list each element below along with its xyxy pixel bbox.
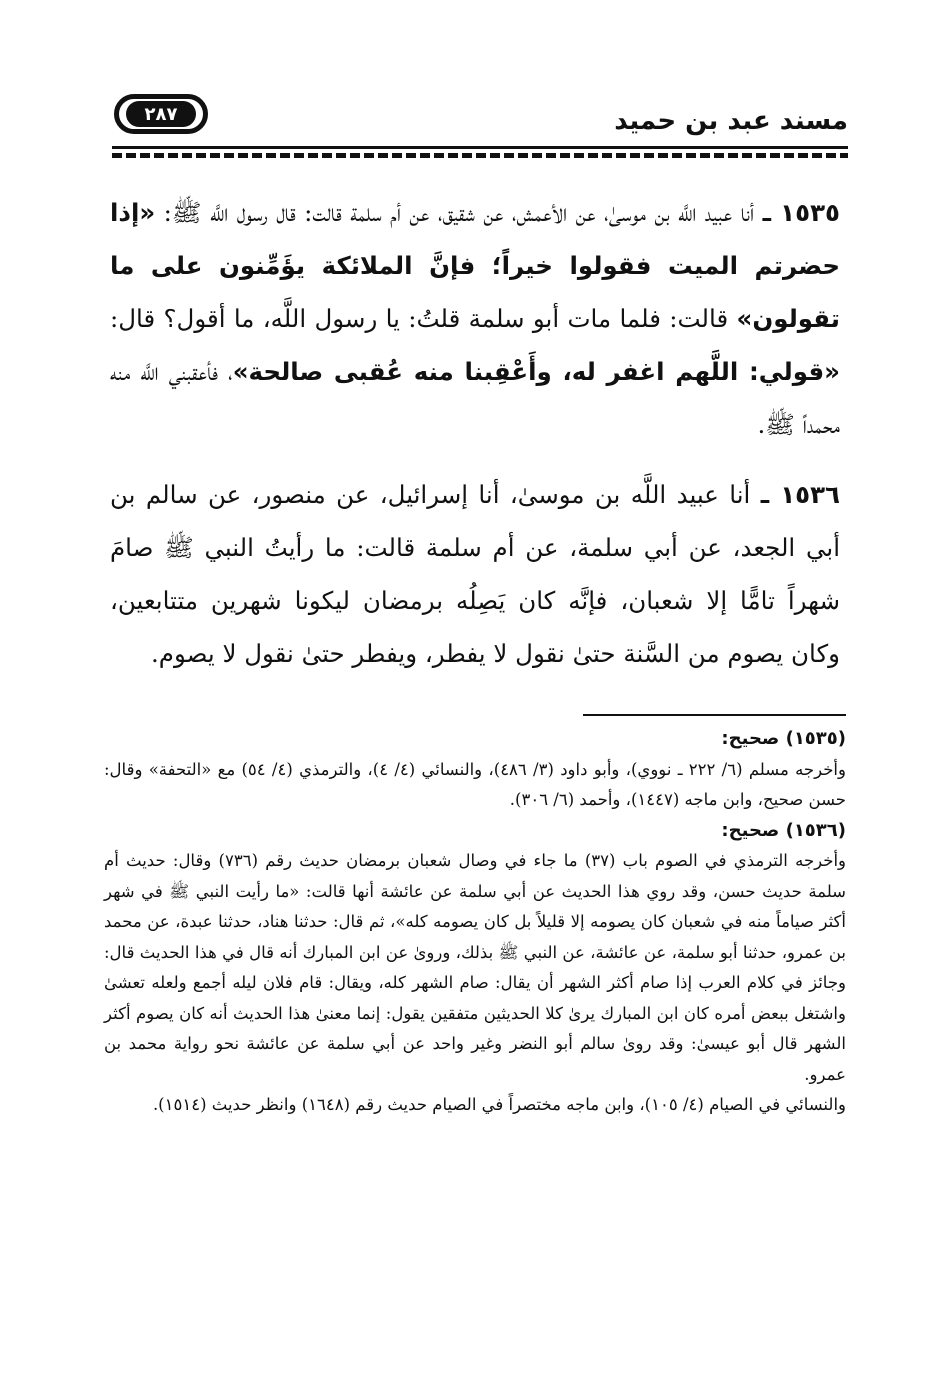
footnote-1536 bbox=[104, 816, 846, 1121]
page-number: ٢٨٧ bbox=[126, 101, 196, 127]
footnote-paragraph: وأخرجه الترمذي في الصوم باب (٣٧) ما جاء في وصال شعبان برمضان حديث رقم (٧٣٦) وقال: حديث أم سلمة حديث حسن، وقد روي هذا الحديث عن أبي سلمة عن عائشة أنها قالت: «ما رأيت النبي ﷺ في شهر أكثر صياماً منه في شعبان كان يصومه إلا قليلاً بل كان يصومه كله»، ثم قال: حدثنا هناد، حدثنا عبدة، عن محمد بن عمرو، حدثنا أبو سلمة، عن عائشة، عن النبي ﷺ بذلك، وروىٰ عن ابن المبارك أنه قال في هذا الحديث قال: وجائز في كلام العرب إذا صام أكثر الشهر أن يقال: صام الشهر كله، ويقال: قام فلان ليله أجمع ولعله تعشىٰ واشتغل ببعض أمره كان ابن المبارك يرىٰ كلا الحديثين متفقين يقول: إنما معنىٰ هذا الحديث أنه كان يصوم أكثر الشهر قال أبو عيسىٰ: وقد روىٰ سالم أبو النضر وغير واحد عن أبي سلمة عن عائشة نحو رواية محمد بن عمرو. bbox=[104, 851, 847, 1084]
hadith-1535 bbox=[110, 186, 840, 451]
footnotes bbox=[104, 724, 846, 1121]
prophetic-quote: «إذا حضرتم الميت فقولوا خيراً؛ فإنَّ الملائكة يؤَمِّنون على ما تقولون» bbox=[110, 198, 840, 333]
header-dashed-rule bbox=[112, 153, 848, 158]
footnote-paragraph: وأخرجه مسلم (٦/ ٢٢٢ ـ نووي)، وأبو داود (٣/ ٤٨٦)، والنسائي (٤/ ٤)، والترمذي (٤/ ٥٤) مع «التحفة» وقال: حسن صحيح، وابن ماجه (١٤٤٧)، وأحمد (٦/ ٣٠٦). bbox=[104, 759, 846, 809]
footnote-heading: (١٥٣٥) صحيح: bbox=[721, 728, 846, 749]
hadith-number: ١٥٣٥ ـ bbox=[762, 198, 840, 227]
hadith-text: أنا عبيد اللَّه بن موسىٰ، عن الأعمش، عن شقيق، عن أم سلمة قالت: قال رسول اللَّه ﷺ: bbox=[155, 198, 755, 227]
hadith-text: ، فأعقبني اللَّه منه محمداً ﷺ. bbox=[110, 357, 840, 439]
prophetic-quote: «قولي: اللَّهم اغفر له، وأَعْقِبنا منه عُقبى صالحة» bbox=[232, 357, 840, 386]
hadith-number: ١٥٣٦ ـ bbox=[760, 480, 841, 509]
running-header bbox=[108, 92, 848, 144]
page-number-badge bbox=[114, 94, 208, 134]
hadith-text: قالت: فلما مات أبو سلمة قلتُ: يا رسول اللَّه، ما أقول؟ قال: bbox=[110, 304, 737, 333]
hadith-1536 bbox=[110, 468, 840, 680]
footnote-1535 bbox=[104, 724, 846, 816]
book-title: مسند عبد بن حميد bbox=[614, 106, 848, 136]
footnote-separator bbox=[583, 714, 846, 716]
footnote-paragraph: والنسائي في الصيام (٤/ ١٠٥)، وابن ماجه مختصراً في الصيام حديث رقم (١٦٤٨) وانظر حديث (١٥١٤). bbox=[152, 1095, 846, 1114]
footnote-heading: (١٥٣٦) صحيح: bbox=[721, 819, 846, 841]
header-rule bbox=[112, 146, 848, 149]
hadith-text: أنا عبيد اللَّه بن موسىٰ، أنا إسرائيل، عن منصور، عن سالم بن أبي الجعد، عن أبي سلمة، عن أم سلمة قالت: ما رأيتُ النبي ﷺ صامَ شهراً تامًّا إلا شعبان، فإنَّه كان يَصِلُه برمضان ليكونا شهرين متتابعين، وكان يصوم من السَّنة حتىٰ نقول لا يفطر، ويفطر حتىٰ نقول لا يصوم. bbox=[110, 480, 840, 668]
